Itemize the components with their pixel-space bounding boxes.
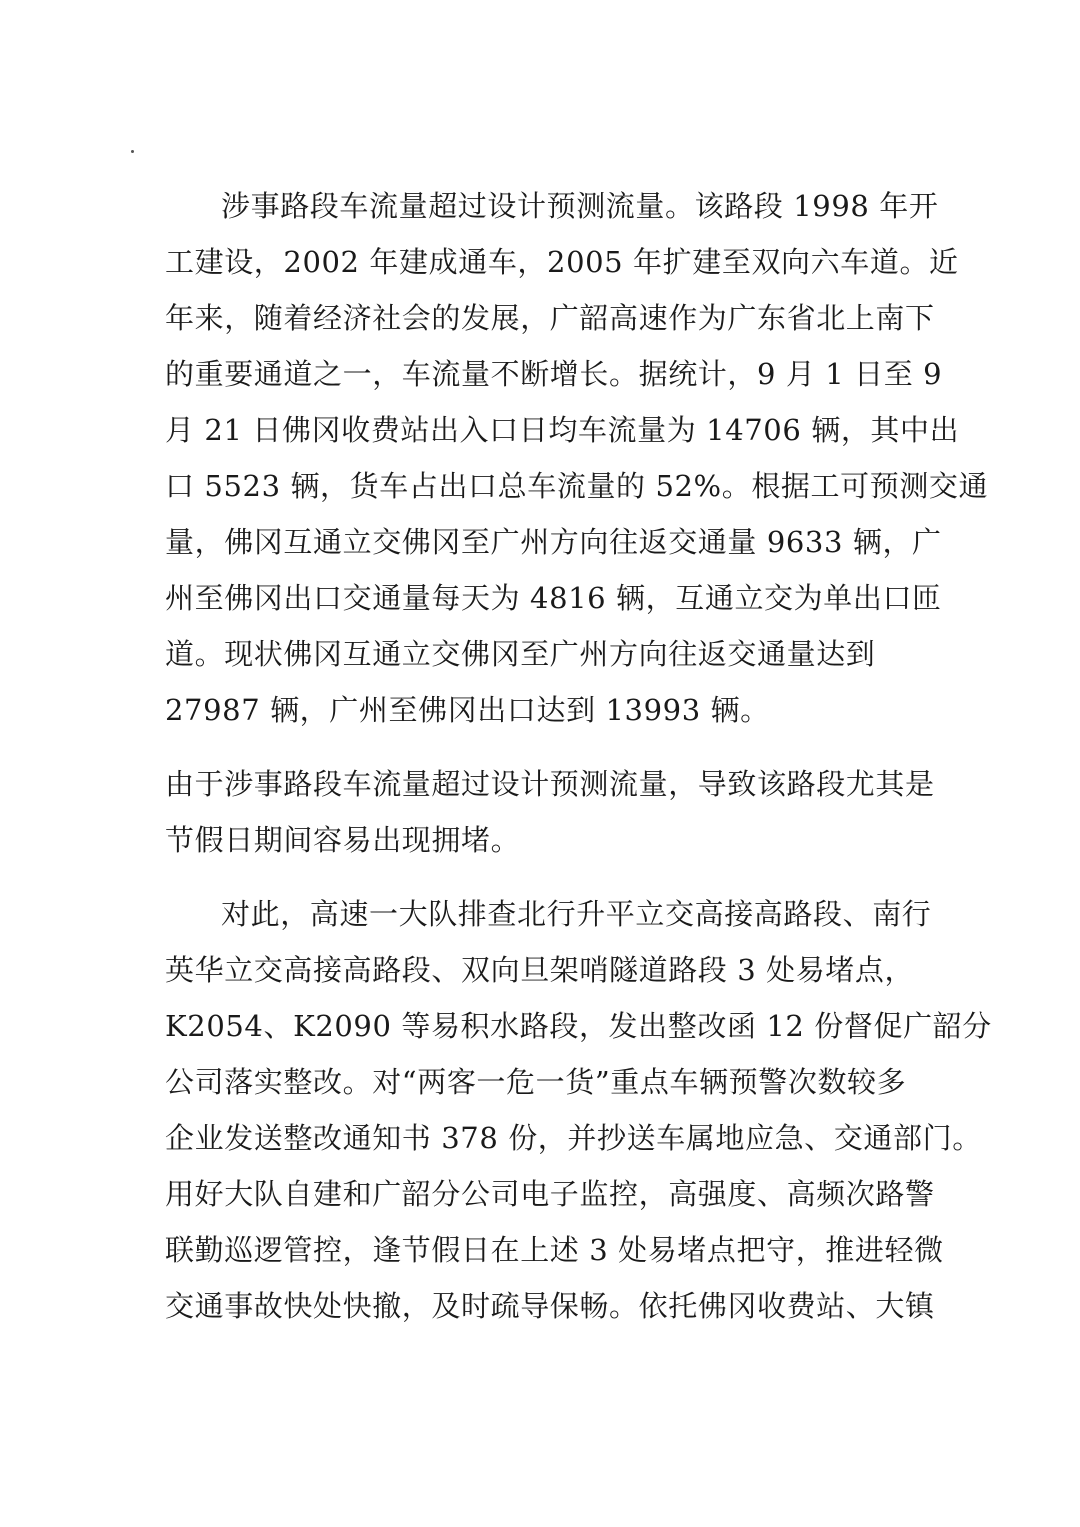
- paragraph-line: 联勤巡逻管控，逢节假日在上述 3 处易堵点把守，推进轻微: [165, 1233, 944, 1267]
- paragraph-line: 口 5523 辆，货车占出口总车流量的 52%。根据工可预测交通: [165, 469, 989, 503]
- paragraph-line: 道。现状佛冈互通立交佛冈至广州方向往返交通量达到: [165, 637, 876, 671]
- paragraph-line: 企业发送整改通知书 378 份，并抄送车属地应急、交通部门。: [165, 1121, 982, 1155]
- paragraph-line: 英华立交高接高路段、双向旦架哨隧道路段 3 处易堵点，: [165, 953, 915, 987]
- paragraph-line: 节假日期间容易出现拥堵。: [165, 823, 521, 857]
- paragraph-line: 州至佛冈出口交通量每天为 4816 辆，互通立交为单出口匝: [165, 581, 942, 615]
- paragraph-line: 公司落实整改。对“两客一危一货”重点车辆预警次数较多: [165, 1065, 907, 1099]
- paragraph-line: 涉事路段车流量超过设计预测流量。该路段 1998 年开: [221, 189, 939, 223]
- paragraph-line: 量，佛冈互通立交佛冈至广州方向往返交通量 9633 辆，广: [165, 525, 942, 559]
- paragraph-line: 27987 辆，广州至佛冈出口达到 13993 辆。: [165, 693, 770, 727]
- paragraph-line: 的重要通道之一，车流量不断增长。据统计，9 月 1 日至 9: [165, 357, 943, 391]
- paragraph-line: 对此，高速一大队排查北行升平立交高接高路段、南行: [221, 897, 932, 931]
- paragraph-line: 年来，随着经济社会的发展，广韶高速作为广东省北上南下: [165, 301, 935, 335]
- paragraph-line: 交通事故快处快撤，及时疏导保畅。依托佛冈收费站、大镇: [165, 1289, 935, 1323]
- paragraph-line: 用好大队自建和广韶分公司电子监控，高强度、高频次路警: [165, 1177, 935, 1211]
- page-speck: [131, 150, 134, 153]
- paragraph-line: 工建设，2002 年建成通车，2005 年扩建至双向六车道。近: [165, 245, 959, 279]
- paragraph-line: 由于涉事路段车流量超过设计预测流量，导致该路段尤其是: [165, 767, 935, 801]
- paragraph-line: K2054、K2090 等易积水路段，发出整改函 12 份督促广韶分: [165, 1009, 992, 1043]
- paragraph-line: 月 21 日佛冈收费站出入口日均车流量为 14706 辆，其中出: [165, 413, 960, 447]
